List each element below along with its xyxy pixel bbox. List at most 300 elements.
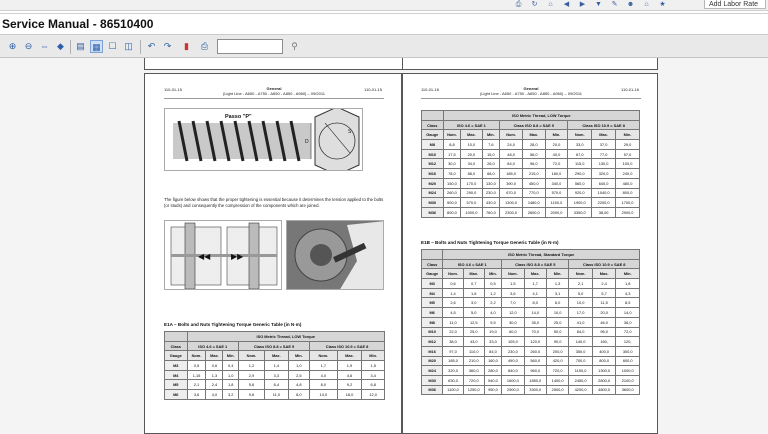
torque-cell: 1,8 [223,380,239,390]
torque-cell: 670,0 [500,188,523,198]
torque-cell: 57,0 [616,149,640,159]
torque-cell: 46,0 [592,317,616,327]
print-icon[interactable]: ⎙ [200,41,209,51]
torque-cell: 230,0 [502,346,524,356]
torque-cell: 11,0 [265,390,289,400]
torque-cell: 20,0 [592,308,616,318]
torque-cell: 96,0 [592,327,616,337]
torque-cell: 240,0 [616,169,640,179]
torque-cell: 280,0 [484,366,501,376]
torque-cell: 9,2 [337,380,362,390]
column-header: Max. [206,351,223,361]
table-row [422,308,640,318]
heading-subtitle: (Light Line - A650 - A750 - A650 - A850 - A960) – 09/2011 [480,91,582,96]
torque-cell: 72,0 [545,159,568,169]
gauge-cell: M36 [422,385,443,395]
table-row [165,361,385,371]
torque-cell: 260,0 [524,346,546,356]
torque-cell: 9,6 [238,390,264,400]
torque-cell: 4,0 [484,308,501,318]
torque-cell: 19,0 [484,327,501,337]
column-header: Max. [463,269,484,279]
torque-cell: 67,0 [568,149,592,159]
torque-cell: 1,5 [502,279,524,289]
torque-cell: 2100,0 [616,375,640,385]
table-row [422,366,640,376]
torque-cell: 3600,0 [616,385,640,395]
torque-cell: 570,0 [461,198,482,208]
table-title: ISO Metric Thread, LOW Torque [187,332,384,342]
column-header: Min. [482,130,500,140]
torque-cell: 640,0 [592,178,616,188]
table-corner [165,332,188,342]
torque-cell: 140,0 [569,337,593,347]
gauge-cell: M20 [422,356,443,366]
torque-cell: 60,0 [502,327,524,337]
torque-cell: 5,0 [463,308,484,318]
torque-table-low-large [421,110,640,218]
torque-cell: 17,0 [569,308,593,318]
table-e1a-caption: E1A – Bolts and Nuts Tightening Torque Generic Table (in N·m) [164,322,302,327]
bookmark-icon[interactable]: ▼ [595,1,602,8]
torque-cell: 2,1 [187,380,206,390]
table-row [422,207,640,217]
torque-cell: 17,5 [443,149,461,159]
column-header: Nom. [569,269,593,279]
torque-cell: 1000,0 [461,207,482,217]
previous-pages [0,58,768,70]
torque-cell: 1,0 [223,370,239,380]
torque-cell: 96,0 [522,159,545,169]
gauge-cell: M3 [165,361,188,371]
torque-cell: 800,0 [443,207,461,217]
torque-cell: 720,0 [463,375,484,385]
column-header: Nom. [500,130,523,140]
torque-cell: 1,7 [524,279,546,289]
torque-cell: 4,8 [288,380,309,390]
torque-cell: 215,0 [522,169,545,179]
gauge-cell: M12 [422,337,443,347]
torque-cell: 2300,0 [500,207,523,217]
torque-cell: 2,1 [569,279,593,289]
page-ref-left: 110-01-16 [421,87,439,92]
torque-cell: 1,15 [187,370,206,380]
torque-cell: 1,3 [206,370,223,380]
home-icon[interactable]: ⌂ [644,1,649,8]
two-page-icon[interactable]: ▦ [90,40,103,53]
torque-cell: 1,6 [463,288,484,298]
torque-cell: 36,0 [616,317,640,327]
torque-cell: 5,7 [592,288,616,298]
torque-cell: 430,0 [482,198,500,208]
column-header: Min. [546,269,568,279]
torque-cell: 1000,0 [616,366,640,376]
torque-cell: 120,0 [524,337,546,347]
torque-cell: 48,0 [500,149,523,159]
torque-cell: 1100,0 [443,385,464,395]
torque-cell: 5,0 [569,288,593,298]
torque-cell: 12,0 [502,308,524,318]
highlight-icon[interactable]: ▮ [184,41,189,51]
column-header: Nom. [187,351,206,361]
torque-cell: 1040,0 [592,188,616,198]
torque-cell: 3,6 [502,288,524,298]
torque-cell: 1250,0 [463,385,484,395]
torque-cell: 7,6 [482,140,500,150]
torque-cell: 1300,0 [592,366,616,376]
page-ref-right: 110-01-15 [364,87,382,92]
gauge-cell: M30 [422,198,444,208]
torque-cell: 2900,0 [616,207,640,217]
table-title-row [422,111,640,121]
torque-cell: 2500,0 [546,385,568,395]
bolt-section-drawing [164,220,282,290]
torque-cell: 840,0 [502,366,524,376]
fit-width-icon[interactable]: ⇔ [40,41,49,51]
torque-cell: 150,0 [443,178,461,188]
group-header: Class ISO 8.8 = SAE 5 [502,259,569,269]
torque-cell: 0,6 [443,279,464,289]
torque-cell: 350,0 [569,346,593,356]
table-corner [422,250,443,260]
torque-table-e1b [421,249,640,395]
torque-cell: 4,3 [616,288,640,298]
viewer-toolbar [0,34,768,58]
svg-text:◀◀: ◀◀ [198,252,211,261]
search-input[interactable] [217,39,283,54]
group-header: Class ISO 10.9 = SAE 8 [568,120,640,130]
torque-cell: 360,0 [463,366,484,376]
group-header: Class ISO 8.8 = SAE 5 [500,120,568,130]
tightening-photo [286,220,384,290]
torque-cell: 0,6 [206,361,223,371]
select-icon[interactable]: ☐ [108,41,117,51]
torque-cell: 78,0 [443,169,461,179]
group-header: Class ISO 8.8 = SAE 5 [238,341,309,351]
column-header: Max. [461,130,482,140]
zoom-out-icon[interactable]: ⊖ [24,41,33,51]
torque-cell: 20,0 [461,149,482,159]
torque-cell: 160, [592,337,616,347]
column-header: Min. [545,130,568,140]
back-icon[interactable]: ◀ [563,1,570,8]
torque-cell: 390,0 [500,178,523,188]
torque-cell: 1,8 [616,279,640,289]
torque-cell: 2,6 [443,298,464,308]
gauge-cell: M5 [422,298,443,308]
torque-cell: 30,0 [502,317,524,327]
page-heading [462,86,600,96]
zoom-in-icon[interactable]: ⊕ [8,41,17,51]
torque-cell: 500,0 [443,198,461,208]
group-header: Class [422,259,443,269]
torque-cell: 5,6 [238,380,264,390]
torque-cell: 160,0 [545,169,568,179]
torque-cell: 1,9 [337,361,362,371]
gauge-cell: M24 [422,366,443,376]
table-title: ISO Metric Thread, Standard Torque [443,250,640,260]
torque-cell: 2,5 [288,370,309,380]
window-title: Service Manual - 86510400 [0,13,768,34]
torque-cell: 6,0 [546,298,568,308]
table-row [422,346,640,356]
column-header: Nom. [238,351,264,361]
table-group-row [165,341,385,351]
torque-cell: 185,0 [443,356,464,366]
column-header: Max. [592,130,616,140]
torque-cell: 2000,0 [545,207,568,217]
torque-cell: 2800,0 [592,375,616,385]
torque-cell: 1300,0 [500,198,523,208]
single-page-icon[interactable]: ▤ [76,41,85,51]
column-header: Min. [616,130,640,140]
torque-cell: 22,0 [443,327,464,337]
torque-cell: 1850,0 [524,375,546,385]
torque-cell: 120, [616,337,640,347]
torque-cell: 11,5 [592,298,616,308]
torque-cell: 9,5 [484,317,501,327]
torque-cell: 210,0 [463,356,484,366]
gauge-cell: M30 [422,375,443,385]
torque-cell: 1900,0 [568,198,592,208]
torque-cell: 6,8 [362,380,385,390]
gauge-cell: M12 [422,159,444,169]
torque-cell: 450,0 [522,178,545,188]
torque-cell: 560,0 [524,356,546,366]
torque-cell: 105,0 [502,337,524,347]
torque-cell: 185,0 [500,169,523,179]
torque-cell: 340,0 [545,178,568,188]
torque-cell: 320,0 [443,366,464,376]
torque-cell: 200,0 [546,346,568,356]
column-header: Gauge [422,269,443,279]
thumbnail-icon[interactable]: ◫ [124,41,133,51]
table-row [422,298,640,308]
svg-text:D: D [305,139,309,145]
torque-cell: 70,0 [524,327,546,337]
torque-cell: 35,0 [524,317,546,327]
note-icon[interactable]: ✎ [611,1,618,8]
table-row [165,390,385,400]
torque-cell: 10,0 [461,140,482,150]
torque-cell: 40,0 [545,149,568,159]
separator [70,40,71,54]
torque-cell: 43,0 [463,337,484,347]
torque-cell: 2,4 [206,380,223,390]
torque-cell: 3300,0 [524,385,546,395]
page-ref-right: 110-01-16 [621,87,639,92]
torque-cell: 4,0 [206,390,223,400]
table-row [422,149,640,159]
group-header: ISO 4.6 = SAE 1 [187,341,238,351]
print-icon[interactable]: ⎙ [515,1,522,8]
torque-cell: 8,0 [288,390,309,400]
gauge-cell: M16 [422,346,443,356]
torque-cell: 37,0 [592,140,616,150]
table-row [422,385,640,395]
page-ref-left: 110-01-15 [164,87,182,92]
torque-cell: 2900,0 [502,385,524,395]
manual-page-left [144,73,402,434]
torque-cell: 8,0 [524,298,546,308]
torque-cell: 97,0 [443,346,464,356]
group-header: Class ISO 10.9 = SAE 8 [310,341,385,351]
torque-cell: 38,0 [443,337,464,347]
torque-cell: 72,0 [616,327,640,337]
torque-cell: 16,0 [337,390,362,400]
heading-title: General [523,86,539,91]
table-row [422,169,640,179]
gauge-cell: M8 [422,140,444,150]
torque-cell: 25,0 [546,317,568,327]
gauge-cell: M16 [422,169,444,179]
table-row [422,140,640,150]
user-icon[interactable]: ☻ [626,1,635,8]
torque-cell: 1480,0 [522,198,545,208]
torque-cell: 170,0 [461,178,482,188]
gauge-cell: M10 [422,327,443,337]
torque-cell: 290,0 [461,188,482,198]
torque-cell: 3,3 [265,370,289,380]
torque-cell: 540,0 [484,375,501,385]
table-row [422,317,640,327]
torque-cell: 8,0 [310,380,338,390]
table-row [165,380,385,390]
gauge-cell: M5 [165,380,188,390]
torque-cell: 1,4 [443,288,464,298]
torque-cell: 6,4 [265,380,289,390]
torque-cell: 400,0 [592,346,616,356]
torque-cell: 770,0 [522,188,545,198]
torque-cell: 3350,0 [568,207,592,217]
gauge-cell: M8 [422,317,443,327]
table-row [422,375,640,385]
gauge-cell: M20 [422,178,444,188]
torque-cell: 1,2 [238,361,264,371]
intro-paragraph: The figure below shows that the proper tightening is essential because it determines the tension applied to the bolts (or studs) and consequently the compression of the components which are joined. [164,197,384,208]
column-header: Nom. [443,130,461,140]
rotate-right-icon[interactable]: ↷ [163,41,172,51]
torque-cell: 2600,0 [522,207,545,217]
torque-cell: 110,0 [463,346,484,356]
torque-cell: 84,0 [569,327,593,337]
torque-cell: 2,2 [484,298,501,308]
cart-icon[interactable]: ⌂ [548,1,553,8]
torque-cell: 2,4 [592,279,616,289]
torque-cell: 1400,0 [546,375,568,385]
table-row [422,279,640,289]
table-subheader-row [422,130,640,140]
torque-cell: 4,5 [443,308,464,318]
torque-cell: 25,0 [463,327,484,337]
table-subheader-row [165,351,385,361]
torque-cell: 14,0 [310,390,338,400]
refresh-icon[interactable]: ↻ [531,1,538,8]
column-header: Max. [592,269,616,279]
gauge-cell: M4 [165,370,188,380]
torque-cell: 15,0 [482,149,500,159]
torque-cell: 115,0 [568,159,592,169]
torque-cell: 90,0 [546,337,568,347]
group-header: Class ISO 10.9 = SAE 8 [569,259,640,269]
document-viewer[interactable] [0,58,768,434]
column-header: Max. [522,130,545,140]
torque-cell: 2200,0 [592,198,616,208]
torque-cell: 41,0 [569,317,593,327]
favorite-icon[interactable]: ★ [659,1,666,8]
column-header: Min. [616,269,640,279]
torque-cell: 84,0 [484,346,501,356]
torque-cell: 920,0 [568,188,592,198]
page-icon[interactable]: ◆ [57,41,64,51]
table-row [422,188,640,198]
table-row [422,178,640,188]
column-header: Nom. [568,130,592,140]
table-row [422,327,640,337]
rotate-left-icon[interactable]: ↶ [147,41,156,51]
table-group-row [422,259,640,269]
torque-cell: 34,0 [461,159,482,169]
forward-icon[interactable]: ▶ [579,1,586,8]
torque-cell: 4,1 [524,288,546,298]
gauge-cell: M10 [422,149,444,159]
torque-cell: 0,7 [463,279,484,289]
add-labor-rate-button[interactable]: Add Labor Rate [704,0,766,9]
torque-cell: 1600,0 [502,375,524,385]
torque-cell: 4,6 [337,370,362,380]
search-icon[interactable]: ⚲ [291,41,298,51]
torque-cell: 1,5 [362,361,385,371]
torque-cell: 8,5 [616,298,640,308]
table-row [422,288,640,298]
torque-cell: 1,2 [484,288,501,298]
group-header: ISO 4.6 = SAE 1 [443,259,502,269]
column-header: Nom. [310,351,338,361]
torque-cell: 4,0 [310,370,338,380]
torque-cell: 420,0 [546,356,568,366]
torque-cell: 0,4 [223,361,239,371]
torque-cell: 12,0 [362,390,385,400]
torque-cell: 320,0 [592,169,616,179]
torque-cell: 0,5 [187,361,206,371]
column-header: Min. [362,351,385,361]
torque-cell: 480,0 [616,178,640,188]
torque-cell: 50,0 [546,327,568,337]
torque-cell: 3,0 [463,298,484,308]
column-header: Nom. [502,269,524,279]
torque-cell: 0,5 [484,279,501,289]
torque-cell: 4800,0 [592,385,616,395]
table-title: ISO Metric Thread, LOW Torque [443,111,639,121]
torque-cell: 88,0 [461,169,482,179]
torque-cell: 600,0 [616,356,640,366]
torque-cell: 700,0 [569,356,593,366]
torque-cell: 3,1 [546,288,568,298]
gauge-cell: M3 [422,279,443,289]
torque-cell: 38,00 [592,207,616,217]
column-header: Max. [265,351,289,361]
torque-cell: 4200,0 [569,385,593,395]
torque-cell: 130,0 [592,159,616,169]
torque-cell: 300,0 [616,346,640,356]
gauge-cell: M24 [422,188,444,198]
gauge-cell: M36 [422,207,444,217]
column-header: Max. [524,269,546,279]
torque-cell: 560,0 [568,178,592,188]
table-row [422,356,640,366]
table-corner [422,111,444,121]
torque-cell: 12,5 [463,317,484,327]
